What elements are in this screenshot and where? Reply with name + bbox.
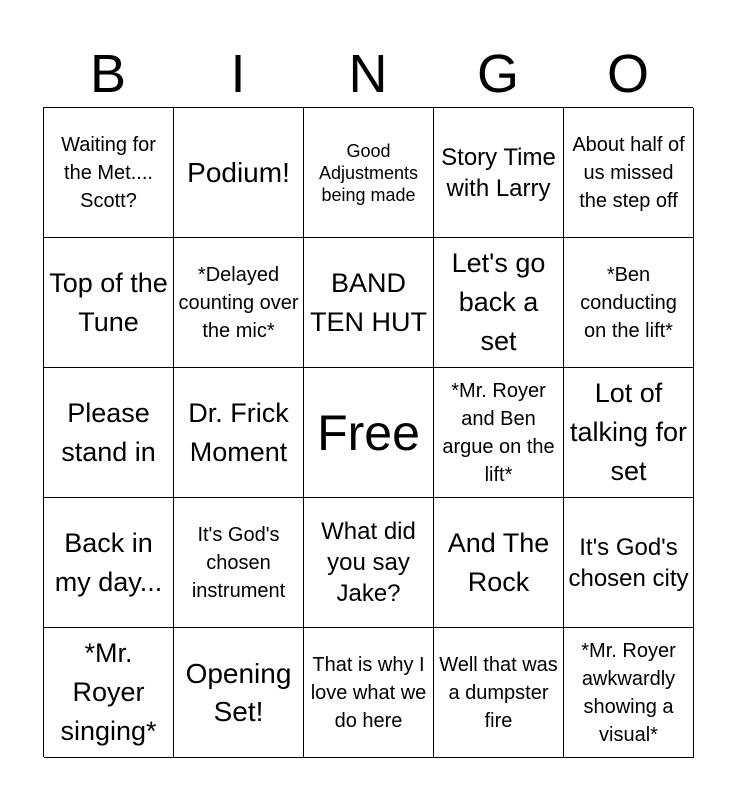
header-letter-o: O [606, 44, 649, 104]
bingo-cell-text: Top of the Tune [49, 267, 168, 337]
bingo-cell-text: It's God's chosen city [568, 533, 689, 592]
bingo-cell-r4-c1[interactable] [44, 498, 174, 628]
bingo-cell-text: Lot of talking for set [569, 378, 688, 486]
bingo-cell-free[interactable] [304, 368, 434, 498]
bingo-cell-text: *Ben conducting on the lift* [580, 263, 677, 342]
bingo-cell-text: Well that was a dumpster fire [439, 653, 558, 732]
bingo-cell-r5-c3[interactable] [304, 628, 434, 758]
bingo-cell-r4-c5[interactable] [564, 498, 694, 628]
header-letter-g: G [476, 44, 519, 104]
bingo-cell-text: BAND TEN HUT [310, 267, 427, 337]
bingo-cell-text: Story Time with Larry [441, 143, 556, 202]
bingo-cell-text: Waiting for the Met.... Scott? [61, 133, 156, 212]
bingo-cell-r5-c2[interactable] [174, 628, 304, 758]
bingo-cell-r1-c2[interactable] [174, 108, 304, 238]
bingo-cell-r1-c4[interactable] [434, 108, 564, 238]
bingo-cell-r2-c4[interactable] [434, 238, 564, 368]
bingo-cell-r5-c4[interactable] [434, 628, 564, 758]
bingo-cell-r1-c1[interactable] [44, 108, 174, 238]
bingo-cell-text: That is why I love what we do here [310, 653, 427, 732]
bingo-cell-r2-c2[interactable] [174, 238, 304, 368]
bingo-cell-text: Free [317, 404, 420, 461]
bingo-cell-text: Please stand in [61, 397, 156, 467]
bingo-cell-r3-c1[interactable] [44, 368, 174, 498]
bingo-cell-text: Good Adjustments being made [318, 140, 419, 205]
header-letter-n: N [348, 44, 388, 104]
bingo-cell-text: Opening Set! [185, 657, 292, 727]
bingo-cell-r3-c4[interactable] [434, 368, 564, 498]
bingo-cell-text: *Mr. Royer singing* [60, 638, 157, 746]
bingo-cell-text: *Mr. Royer and Ben argue on the lift* [442, 379, 555, 486]
bingo-cell-r2-c1[interactable] [44, 238, 174, 368]
bingo-cell-r2-c3[interactable] [304, 238, 434, 368]
bingo-cell-text: Let's go back a set [451, 248, 546, 356]
bingo-cell-text: It's God's chosen instrument [191, 523, 286, 602]
bingo-cell-text: Back in my day... [54, 527, 163, 597]
bingo-cell-text: *Mr. Royer awkwardly showing a visual* [581, 639, 676, 746]
bingo-cell-text: About half of us missed the step off [572, 133, 685, 212]
bingo-cell-r1-c5[interactable] [564, 108, 694, 238]
bingo-cell-text: And The Rock [447, 527, 550, 597]
bingo-cell-r5-c1[interactable] [44, 628, 174, 758]
bingo-grid [43, 107, 693, 757]
bingo-cell-r3-c2[interactable] [174, 368, 304, 498]
bingo-cell-r4-c4[interactable] [434, 498, 564, 628]
bingo-header [43, 42, 693, 106]
header-letter-b: B [89, 44, 127, 104]
bingo-cell-text: Podium! [187, 156, 290, 188]
bingo-cell-r5-c5[interactable] [564, 628, 694, 758]
bingo-cell-text: Dr. Frick Moment [188, 397, 289, 467]
bingo-cell-r1-c3[interactable] [304, 108, 434, 238]
bingo-cell-r4-c3[interactable] [304, 498, 434, 628]
bingo-cell-r3-c5[interactable] [564, 368, 694, 498]
bingo-cell-text: *Delayed counting over the mic* [178, 263, 299, 342]
header-letter-i: I [230, 44, 246, 104]
bingo-cell-r4-c2[interactable] [174, 498, 304, 628]
bingo-cell-r2-c5[interactable] [564, 238, 694, 368]
bingo-cell-text: What did you say Jake? [321, 518, 416, 607]
